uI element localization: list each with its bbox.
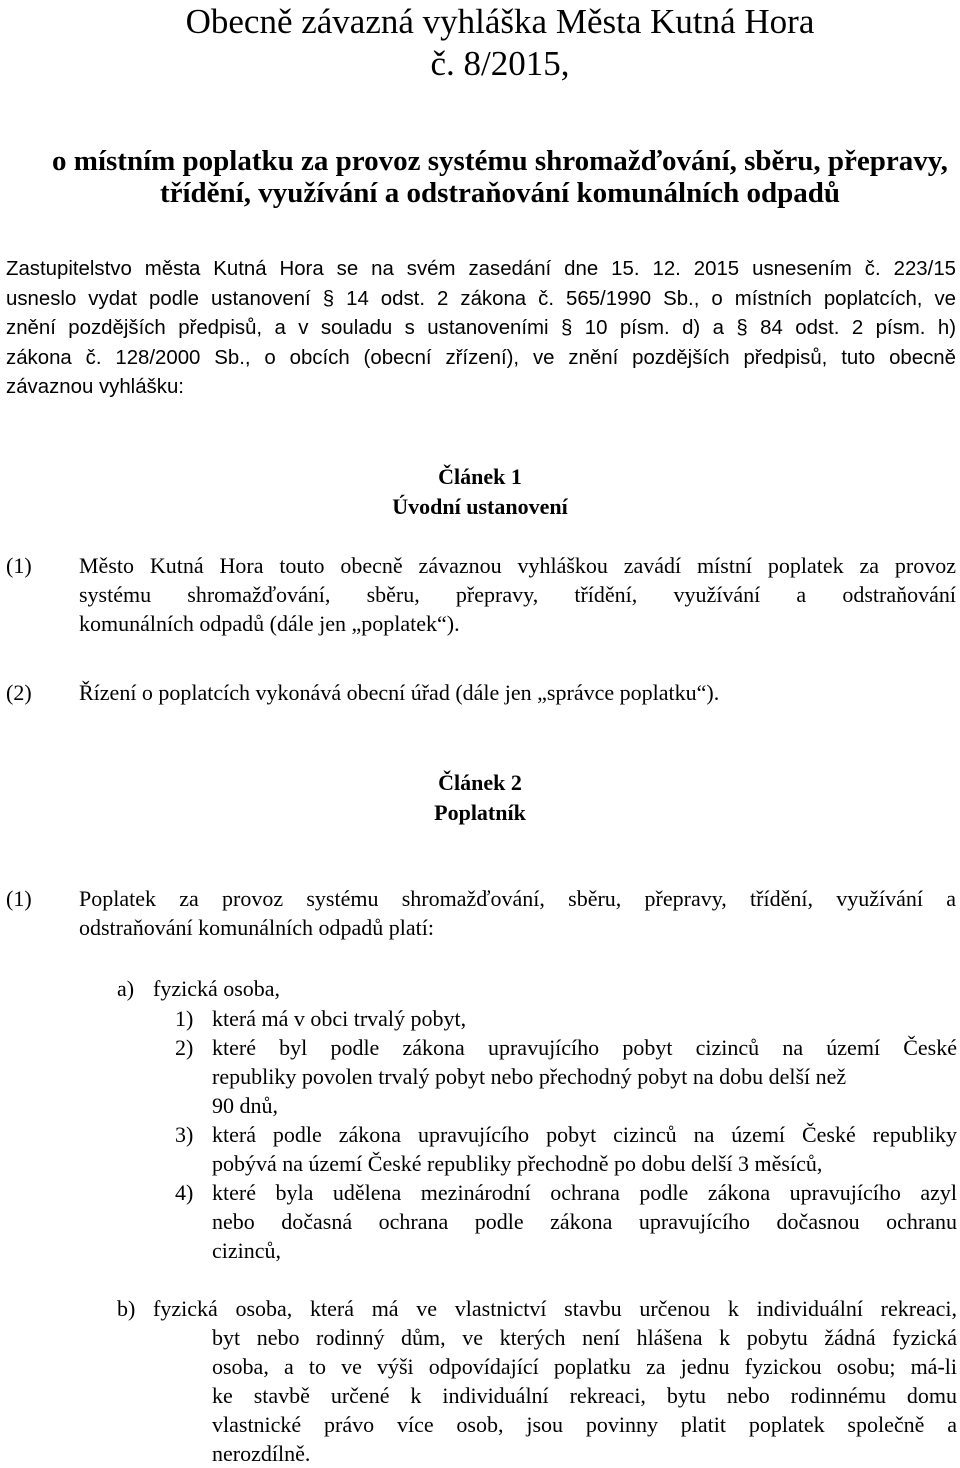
- article-2-subheading: Poplatník: [434, 800, 526, 825]
- list-item-line: pobývá na území České republiky přechodně po dobu delší 3 měsíců,: [212, 1151, 823, 1176]
- list-item-line: cizinců,: [212, 1238, 282, 1263]
- list-marker: 2): [175, 1035, 194, 1060]
- document-title-line1: Obecně závazná vyhláška Města Kutná Hora: [185, 2, 815, 41]
- paragraph-line: Město Kutná Hora touto obecně závaznou vyhláškou zavádí místní poplatek za provoz: [79, 553, 956, 578]
- article-1-paragraph-2: [6, 678, 956, 707]
- preamble-line: [6, 344, 956, 374]
- preamble-line: Zastupitelstvo města Kutná Hora se na svém zasedání dne 15. 12. 2015 usnesením č. 223/15: [6, 258, 956, 280]
- preamble-line: znění pozdějších předpisů, a v souladu s ustanoveními § 10 písm. d) a § 84 odst. 2 písm. h): [6, 317, 956, 339]
- list-item-a1: [175, 1004, 957, 1033]
- list-marker: 4): [175, 1180, 194, 1205]
- document-subtitle-line1: o místním poplatku za provoz systému shromažďování, sběru, přepravy,: [52, 145, 948, 177]
- preamble: [6, 255, 956, 403]
- list-item-line: která podle zákona upravujícího pobyt cizinců na území České republiky: [212, 1122, 957, 1147]
- preamble-segment: usneslo vydat podle ustanovení § 14 odst. 2 zákona č. 565/1990 Sb.: [6, 287, 694, 310]
- list-marker: 1): [175, 1006, 194, 1031]
- paragraph-number: (1): [6, 553, 32, 578]
- document-title-line2: č. 8/2015,: [430, 44, 570, 83]
- list-item-text: která má v obci trvalý pobyt,: [212, 1006, 467, 1031]
- paragraph-line: Řízení o poplatcích vykonává obecní úřad (dále jen „správce poplatku“).: [79, 680, 720, 705]
- list-item-line: byt nebo rodinný dům, ve kterých není hlášena k pobytu žádná fyzická: [212, 1325, 957, 1350]
- list-item-line: nerozdílně.: [212, 1441, 311, 1466]
- list-item-line: osoba, a to ve výši odpovídající poplatku za jednu fyzickou osobu; má-li: [212, 1354, 957, 1379]
- article-1-paragraph-1: [6, 551, 956, 638]
- list-item-b: [117, 1294, 957, 1468]
- article-2-heading: Článek 2: [438, 770, 522, 795]
- preamble-line: závaznou vyhlášku:: [6, 376, 184, 398]
- preamble-line: [6, 285, 956, 315]
- list-item-a: [117, 974, 957, 1003]
- list-item-a4: [175, 1178, 957, 1265]
- list-item-line: 90 dnů,: [212, 1093, 278, 1118]
- paragraph-line: systému shromažďování, sběru, přepravy, třídění, využívání a odstraňování: [79, 582, 956, 607]
- paragraph-number: (2): [6, 680, 32, 705]
- list-marker: b): [117, 1296, 136, 1321]
- paragraph-line: Poplatek za provoz systému shromažďování, sběru, přepravy, třídění, využívání a: [79, 886, 956, 911]
- article-2-paragraph-1: [6, 884, 956, 942]
- list-item-a3: [175, 1120, 957, 1178]
- list-item-text: fyzická osoba,: [153, 976, 281, 1001]
- paragraph-line: odstraňování komunálních odpadů platí:: [79, 915, 434, 940]
- article-1-subheading: Úvodní ustanovení: [392, 494, 568, 519]
- paragraph-number: (1): [6, 886, 32, 911]
- preamble-segment: zákona č. 128/2000 Sb.: [6, 346, 245, 369]
- article-1-heading: Článek 1: [438, 464, 522, 489]
- paragraph-line: komunálních odpadů (dále jen „poplatek“).: [79, 611, 460, 636]
- list-item-line: vlastnické právo více osob, jsou povinny platit poplatek společně a: [212, 1412, 957, 1437]
- list-marker: a): [117, 976, 135, 1001]
- list-item-line: ke stavbě určené k individuální rekreaci, bytu nebo rodinnému domu: [212, 1383, 957, 1408]
- list-item-line: které byla udělena mezinárodní ochrana podle zákona upravujícího azyl: [212, 1180, 957, 1205]
- list-item-line: republiky povolen trvalý pobyt nebo přechodný pobyt na dobu delší než: [212, 1064, 847, 1089]
- list-item-a2: [175, 1033, 957, 1120]
- list-marker: 3): [175, 1122, 194, 1147]
- preamble-segment: , o obcích (obecní zřízení), ve znění pozdějších předpisů, tuto obecně: [244, 346, 956, 369]
- list-item-line: fyzická osoba, která má ve vlastnictví stavbu určenou k individuální rekreaci,: [153, 1296, 957, 1321]
- list-item-line: nebo dočasná ochrana podle zákona upravujícího dočasnou ochranu: [212, 1209, 957, 1234]
- list-item-line: které byl podle zákona upravujícího pobyt cizinců na území České: [212, 1035, 957, 1060]
- preamble-segment: , o místních poplatcích, ve: [693, 287, 957, 310]
- document-subtitle-line2: třídění, využívání a odstraňování komunálních odpadů: [159, 177, 841, 209]
